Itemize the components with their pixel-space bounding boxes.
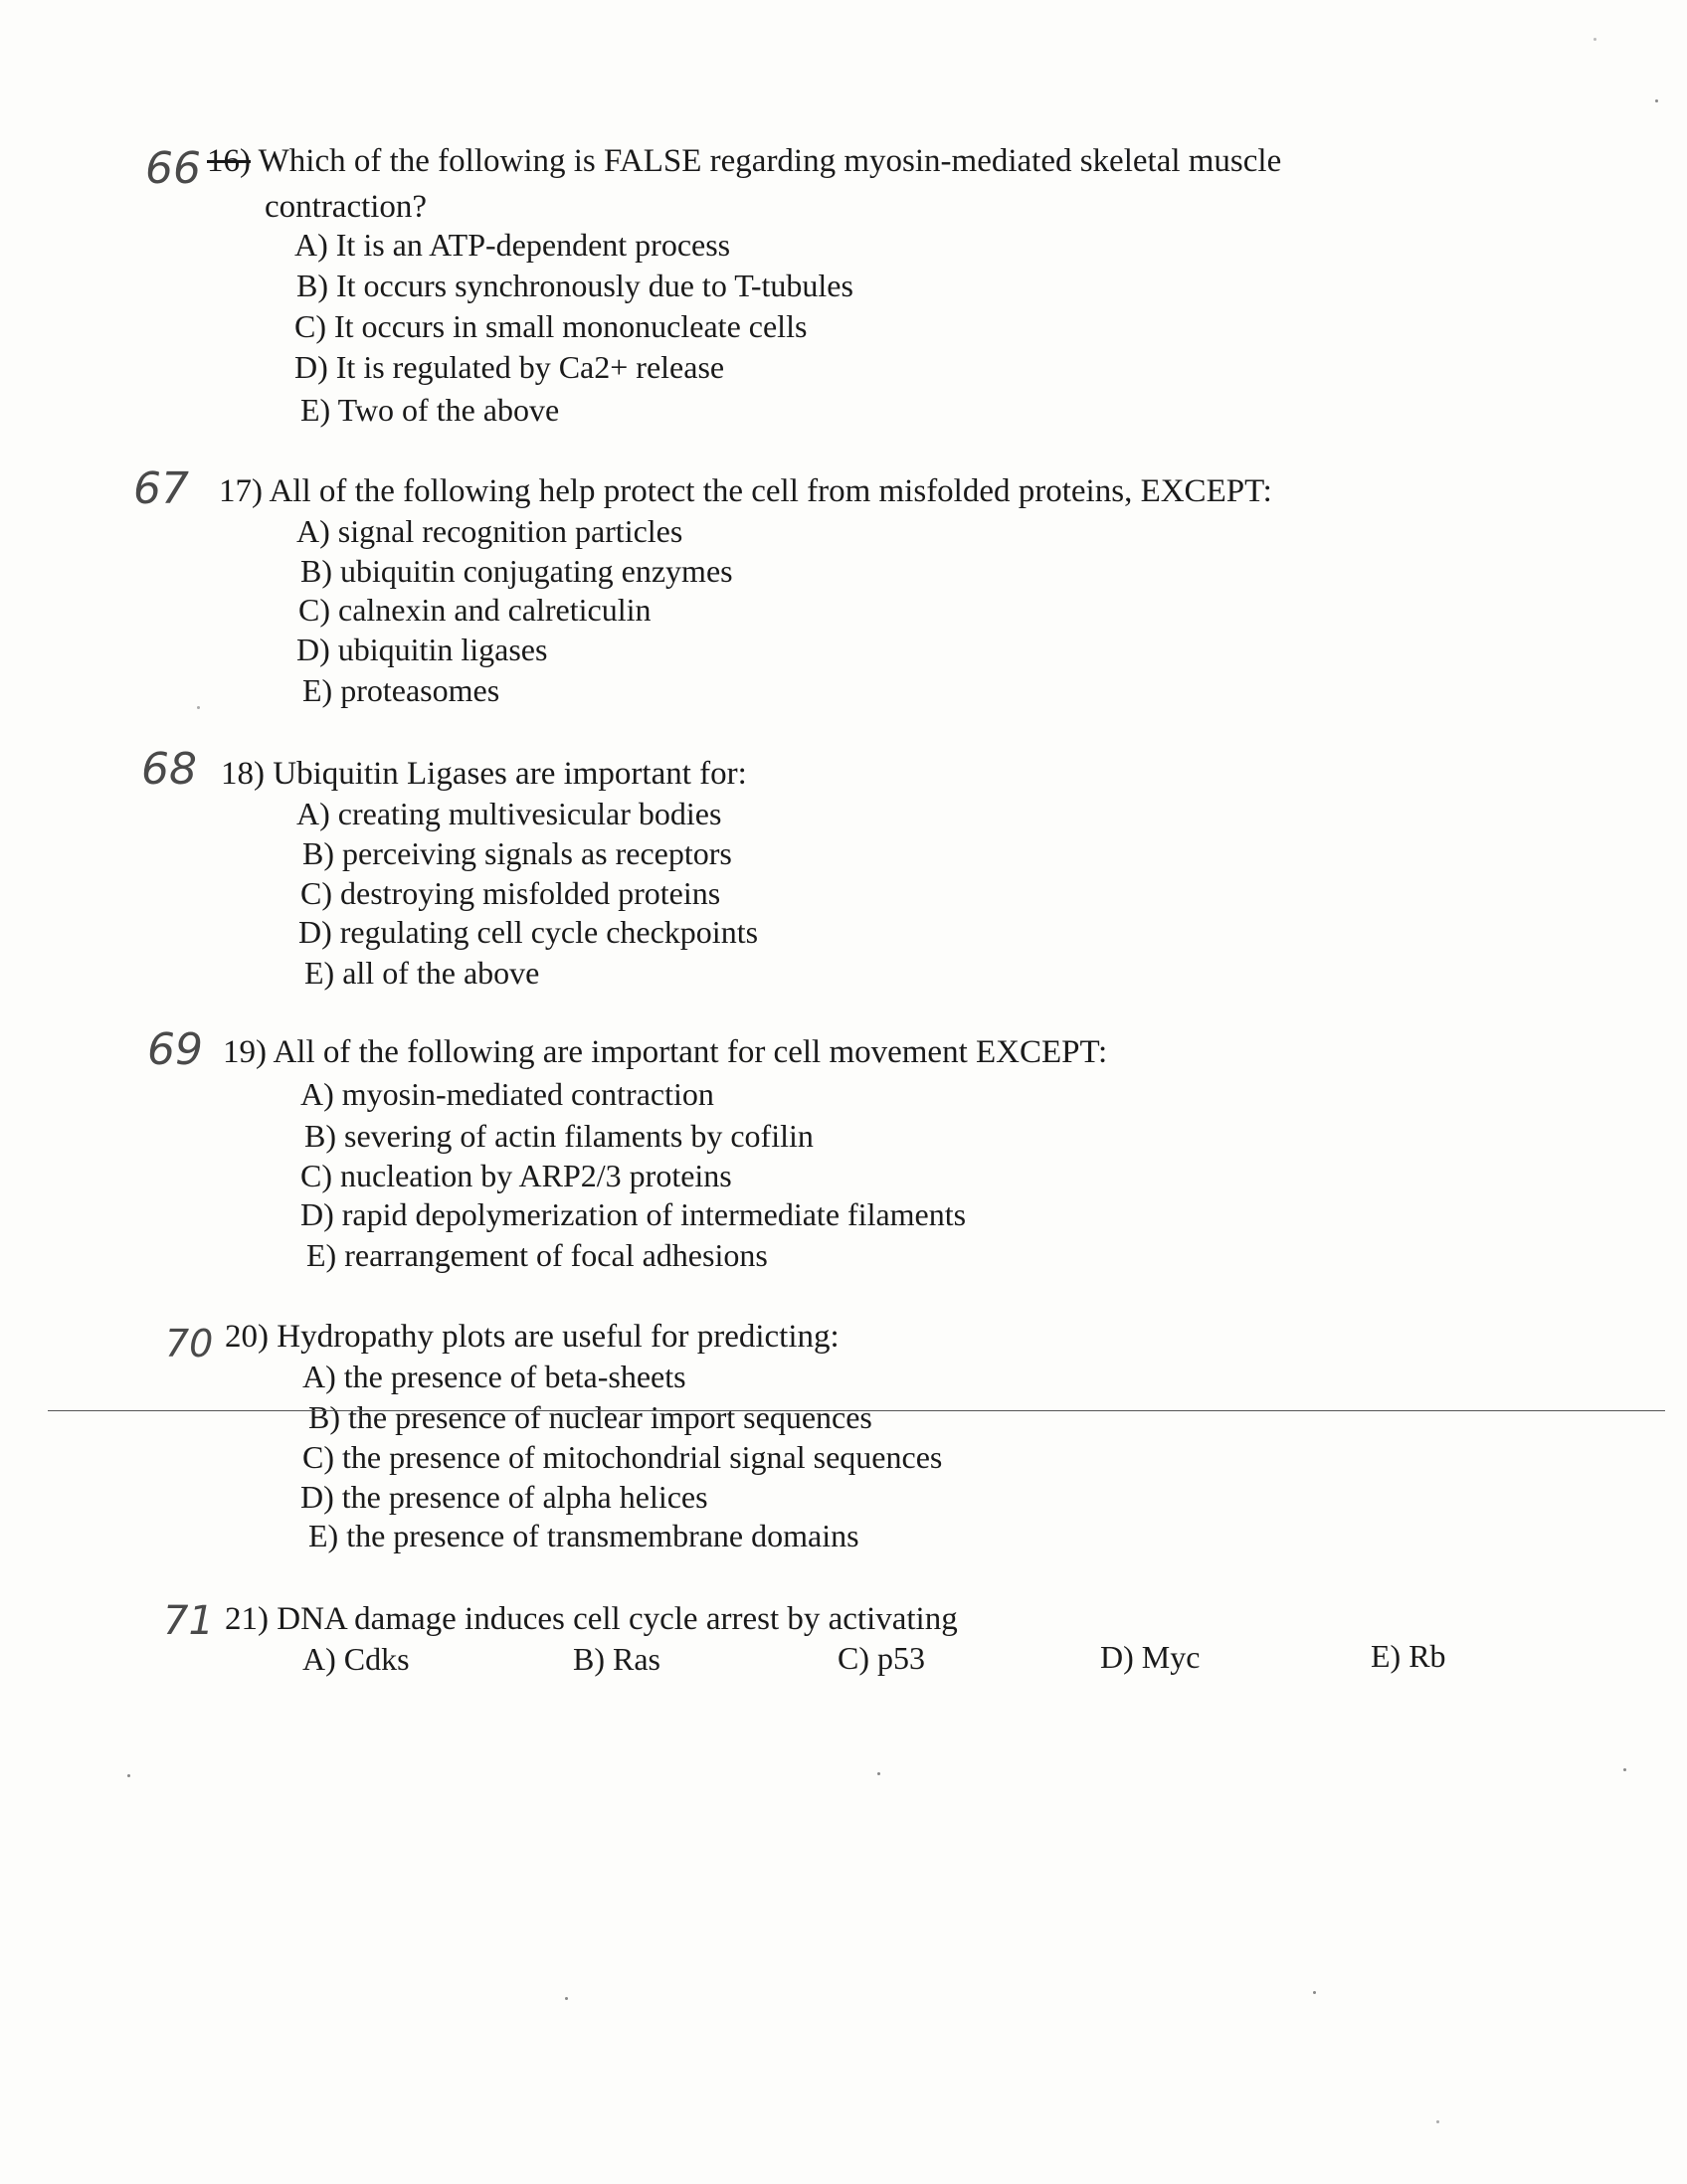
option-a: A) myosin-mediated contraction bbox=[300, 1076, 714, 1112]
question-stem bbox=[207, 139, 1281, 183]
scan-speck bbox=[877, 1772, 880, 1775]
question-text: All of the following are important for cell movement EXCEPT: bbox=[273, 1034, 1108, 1070]
question-stem bbox=[219, 469, 1272, 513]
handwritten-number: 70 bbox=[165, 1322, 214, 1365]
question-number: 17) bbox=[219, 473, 263, 509]
option-e: E) the presence of transmembrane domains bbox=[308, 1518, 859, 1553]
option-b: B) Ras bbox=[573, 1641, 660, 1677]
scan-speck bbox=[565, 1997, 568, 2000]
option-a: A) creating multivesicular bodies bbox=[296, 796, 722, 831]
question-number: 16) bbox=[207, 143, 251, 179]
option-c: C) destroying misfolded proteins bbox=[300, 875, 721, 911]
option-e: E) all of the above bbox=[304, 955, 540, 991]
question-text-continued: contraction? bbox=[265, 189, 428, 225]
option-e: E) Rb bbox=[1371, 1638, 1446, 1674]
horizontal-rule bbox=[48, 1410, 1665, 1411]
option-c: C) nucleation by ARP2/3 proteins bbox=[300, 1158, 732, 1193]
question-stem bbox=[223, 1030, 1107, 1074]
option-a: A) Cdks bbox=[302, 1641, 410, 1677]
option-c: C) the presence of mitochondrial signal sequences bbox=[302, 1439, 943, 1475]
option-d: D) Myc bbox=[1100, 1639, 1201, 1675]
option-a: A) signal recognition particles bbox=[296, 513, 683, 549]
option-b: B) the presence of nuclear import sequences bbox=[308, 1399, 872, 1435]
scan-speck bbox=[197, 706, 200, 709]
question-stem bbox=[225, 1597, 958, 1641]
option-d: D) It is regulated by Ca2+ release bbox=[294, 349, 725, 385]
option-b: B) perceiving signals as receptors bbox=[302, 835, 732, 871]
option-d: D) regulating cell cycle checkpoints bbox=[298, 914, 759, 950]
question-text: DNA damage induces cell cycle arrest by activating bbox=[277, 1601, 958, 1637]
handwritten-number: 71 bbox=[163, 1598, 214, 1644]
handwritten-number: 67 bbox=[133, 463, 189, 514]
option-b: B) ubiquitin conjugating enzymes bbox=[300, 553, 733, 589]
handwritten-number: 69 bbox=[147, 1024, 203, 1075]
option-e: E) rearrangement of focal adhesions bbox=[306, 1237, 768, 1273]
scan-speck bbox=[1623, 1768, 1626, 1771]
scan-speck bbox=[1436, 2120, 1439, 2123]
option-c: C) p53 bbox=[838, 1640, 925, 1676]
question-text: Hydropathy plots are useful for predicting: bbox=[277, 1319, 840, 1355]
scan-speck bbox=[1313, 1991, 1316, 1994]
question-text: Which of the following is FALSE regarding myosin-mediated skeletal muscle bbox=[258, 143, 1282, 179]
option-a: A) It is an ATP-dependent process bbox=[294, 227, 731, 263]
option-d: D) rapid depolymerization of intermediate filaments bbox=[300, 1196, 967, 1232]
option-b: B) severing of actin filaments by cofilin bbox=[304, 1118, 814, 1154]
question-stem bbox=[221, 752, 747, 796]
option-d: D) the presence of alpha helices bbox=[300, 1479, 708, 1515]
option-c: C) calnexin and calreticulin bbox=[298, 592, 652, 628]
handwritten-number: 68 bbox=[141, 744, 197, 795]
option-b: B) It occurs synchronously due to T-tubules bbox=[296, 268, 853, 303]
option-c: C) It occurs in small mononucleate cells bbox=[294, 308, 808, 344]
question-text: All of the following help protect the cell from misfolded proteins, EXCEPT: bbox=[269, 473, 1272, 509]
question-number: 18) bbox=[221, 756, 265, 792]
handwritten-number: 66 bbox=[145, 143, 201, 194]
option-e: E) proteasomes bbox=[302, 672, 500, 708]
question-number: 20) bbox=[225, 1319, 269, 1355]
option-d: D) ubiquitin ligases bbox=[296, 632, 548, 667]
scan-speck bbox=[1655, 99, 1658, 102]
scan-speck bbox=[1593, 38, 1596, 41]
question-text: Ubiquitin Ligases are important for: bbox=[273, 756, 747, 792]
question-number: 21) bbox=[225, 1601, 269, 1637]
question-stem bbox=[225, 1315, 840, 1359]
question-number: 19) bbox=[223, 1034, 267, 1070]
option-e: E) Two of the above bbox=[300, 392, 560, 428]
option-a: A) the presence of beta-sheets bbox=[302, 1359, 686, 1394]
scan-speck bbox=[127, 1774, 130, 1777]
